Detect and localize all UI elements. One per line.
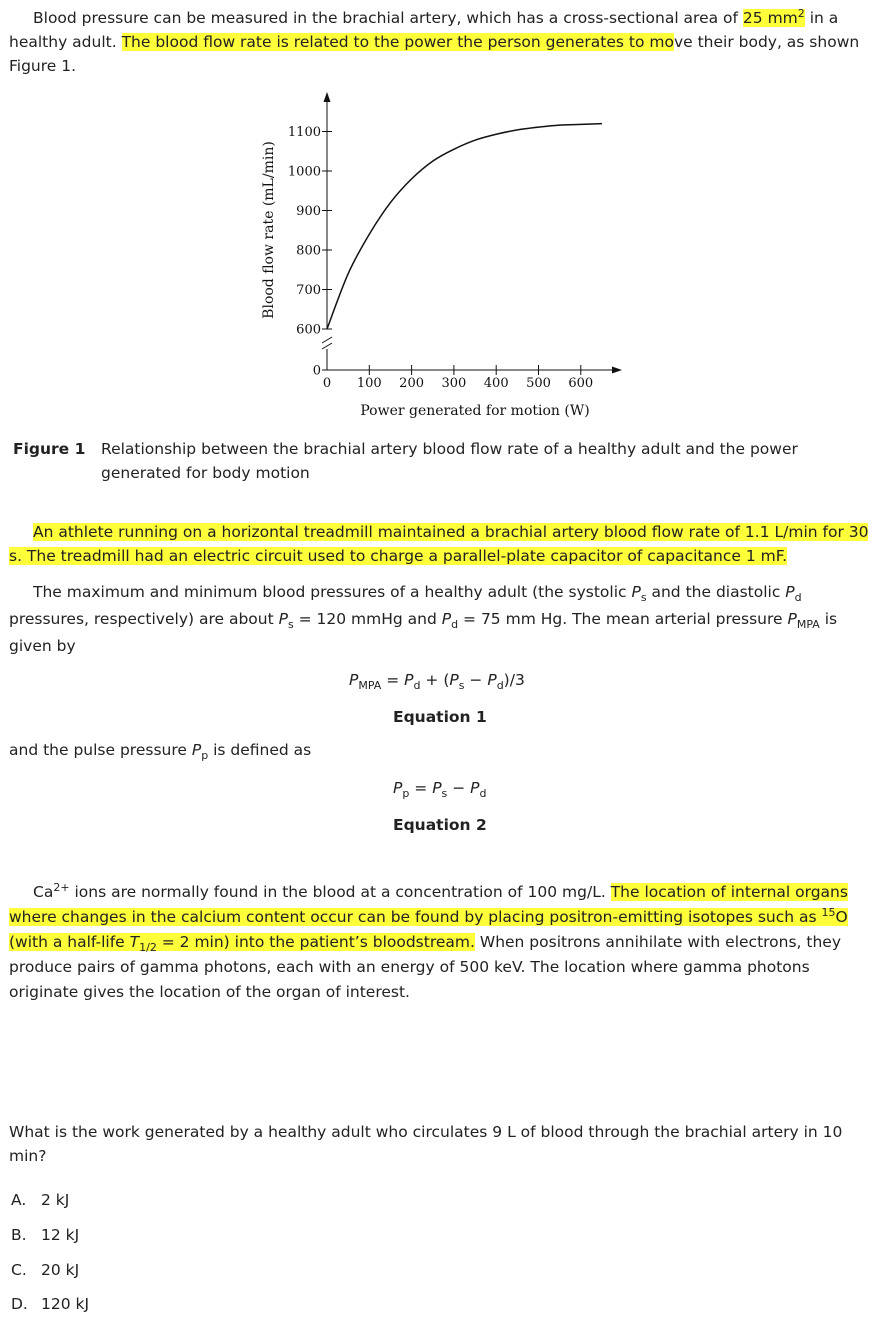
series-line-blood-flow [327,124,602,329]
y-tick-label: 700 [296,283,321,298]
option-d[interactable]: D. 120 kJ [11,1295,90,1313]
y-tick-label: 600 [296,322,321,338]
equation-2: $P_p = P_s - P_d$ [393,779,487,801]
option-b[interactable]: B. 12 kJ [11,1226,80,1244]
question-text: What is the work generated by a healthy adult who circulates 9 L of blood through the brachial artery in 10 min? [9,1123,843,1165]
figure-caption [13,437,863,485]
x-tick-label: 0 [322,376,332,391]
x-axis-arrow [612,367,622,374]
intro-text-1: Blood pressure can be measured in the brachial artery, which has a cross-sectional area of [33,9,743,27]
x-tick-label: 600 [568,376,594,391]
x-tick-label: 100 [356,376,382,391]
x-tick-label: 200 [399,376,425,391]
x-axis-label: Power generated for motion (W) [360,403,590,419]
x-tick-label: 300 [441,376,467,391]
pressures-paragraph: The maximum and minimum blood pressures of a healthy adult (the systolic $P_s$ and the diastolic $P_d$ pressures, respectively) are about $P_s = 120$ mmHg and $P_d = 75$ mm Hg. The mean arterial pressure $P_{MPA}$ is given by [9,583,838,655]
y-tick-label: 800 [296,243,321,259]
isotope-highlight: The location of internal organs where changes in the calcium content occur can be found by placing positron-emitting isotopes such as $^{15}$O (with a half-life $T_{1/2} = 2$ min) into the patient’s bloodstream. [9,883,848,955]
y-axis-arrow [324,92,331,102]
axis-break-mark [322,343,332,349]
option-a[interactable]: A. 2 kJ [11,1191,70,1209]
x-tick-label: 400 [483,376,509,391]
area-highlight: 25 $mm^2$ [742,6,805,27]
calcium-paragraph: $Ca^{2+}$ ions are normally found in the blood at a concentration of 100 mg/L. The location of internal organs where changes in the calcium content occur can be found by placing positron-emitting isotopes such as $^{15}$O (with a half-life $T_{1/2} = 2$ min) into the patient’s bloodstream. When positrons annihilate with electrons, they produce pairs of gamma photons, each with an energy of 500 keV. The location where gamma photons originate gives the location of the organ of interest. [9,880,848,1001]
equation-1-label: Equation 1 [393,708,487,726]
flow-highlight: The blood flow rate is related to the power the person generates to mo [121,33,674,51]
blood-flow-chart [0,80,884,430]
equation-2-label: Equation 2 [393,816,487,834]
pulse-text: and the pulse pressure $P_p$ is defined as [9,741,312,763]
intro-paragraph: Blood pressure can be measured in the brachial artery, which has a cross-sectional area of 25 $mm^2$ in a healthy adult. The blood flow rate is related to the power the person generates to move their body, as shown Figure 1. [9,6,860,75]
equation-1: $P_{MPA} = P_d + (P_s - P_d)/3$ [349,671,525,693]
y-tick-label: 900 [296,204,321,219]
y-tick-label: 0 [312,363,321,379]
y-tick-label: 1100 [287,125,321,140]
axis-break-mark [322,337,332,343]
x-tick-label: 500 [526,376,551,391]
athlete-highlight: An athlete running on a horizontal treadmill maintained a brachial artery blood flow rate of 1.1 L/min for 30 s. The treadmill had an electric circuit used to charge a parallel-plate capacitor of capacitance 1 mF. [9,523,869,565]
y-tick-label: 1000 [287,164,321,180]
option-c[interactable]: C. 20 kJ [11,1261,80,1279]
athlete-paragraph [9,520,875,568]
y-axis-label: Blood flow rate (mL/min) [261,141,277,319]
figure-label: Figure 1 [13,440,86,458]
figure-caption-text: Relationship between the brachial artery blood flow rate of a healthy adult and the power generated for body motion [101,440,798,482]
